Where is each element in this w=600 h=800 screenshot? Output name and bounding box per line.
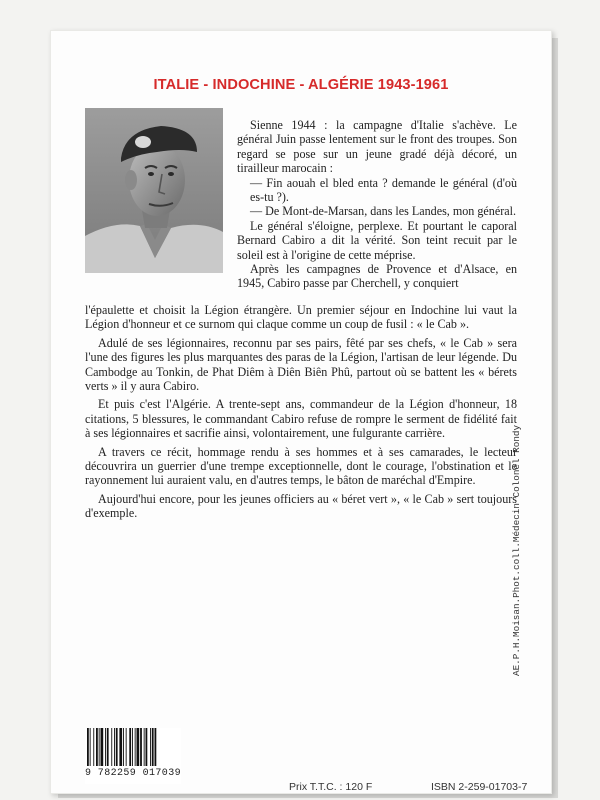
barcode-bar [126,728,127,766]
cover-title: ITALIE - INDOCHINE - ALGÉRIE 1943-1961 [153,77,449,93]
barcode-bar [119,728,122,766]
barcode-bar [129,728,131,766]
barcode-bar [123,728,124,766]
barcode-bar [116,728,118,766]
barcode-bar [150,728,151,766]
dialogue-line: — Fin aouah el bled enta ? demande le général (d'où es-tu ?). [250,175,517,205]
barcode-bar [152,728,154,766]
barcode-bar [146,728,148,766]
barcode-bar [144,728,145,766]
main-text-block [85,303,517,521]
barcode-bar [135,728,136,766]
barcode-bar [96,728,98,766]
barcode [85,728,181,784]
body-paragraph: A travers ce récit, hommage rendu à ses hommes et à ses camarades, le lecteur découvrira un guerrier d'une trempe exceptionnelle, dont le courage, l'obstination et le rayonnement lui auraient valu, en d'autres temps, le bâton de maréchal d'Empire. [85,444,517,488]
body-paragraph: Le général s'éloigne, perplexe. Et pourtant le caporal Bernard Cabiro a dit la vérité. Son teint recuit par le soleil est à l'origine de cette méprise. [237,218,517,262]
intro-paragraph: Sienne 1944 : la campagne d'Italie s'achève. Le général Juin passe lentement sur le front des troupes. Son regard se pose sur un jeune gradé déjà décoré, un tirailleur marocain : [237,118,517,176]
dialogue-block [237,176,517,219]
barcode-bar [155,728,157,766]
barcode-bar [99,728,100,766]
isbn-label: ISBN 2-259-01703-7 [431,781,528,793]
body-paragraph: Aujourd'hui encore, pour les jeunes officiers au « béret vert », « le Cab » sert toujours d'exemple. [85,491,517,521]
barcode-bar [107,728,109,766]
barcode-bars [85,728,181,768]
barcode-bar [87,728,89,766]
photo-credit: AE.P.H.Moisan.Phot.coll.Médecin Colonel Rondy [511,424,522,676]
body-paragraph: Après les campagnes de Provence et d'Alsace, en 1945, Cabiro passe par Cherchell, y conquiert [237,262,517,291]
barcode-bar [140,728,142,766]
barcode-bar [114,728,115,766]
body-paragraph: l'épaulette et choisit la Légion étrangère. Un premier séjour en Indochine lui vaut la Légion d'honneur et ce surnom qui claque comme un coup de fusil : « le Cab ». [85,303,517,332]
dialogue-line: — De Mont-de-Marsan, dans les Landes, mon général. [250,204,516,219]
portrait-illustration [85,108,223,273]
body-paragraph: Et puis c'est l'Algérie. A trente-sept ans, commandeur de la Légion d'honneur, 18 citations, 5 blessures, le commandant Cabiro refuse de rompre le serment de fidélité fait à ses légionnaires et sacrifie ainsi, volontairement, une fulgurante carrière. [85,397,517,441]
barcode-bar [93,728,94,766]
barcode-bar [111,728,112,766]
barcode-bar [90,728,91,766]
portrait-photo [85,108,223,273]
body-paragraph: Adulé de ses légionnaires, reconnu par ses pairs, fêté par ses chefs, « le Cab » sera l'une des figures les plus marquantes des paras de la Légion, l'artisan de leur légende. Du Cambodge au Tonkin, de Phat Diêm à Diên Biên Phû, partout où se battent les « bérets verts » il y aura Cabiro. [85,335,517,394]
barcode-bar [101,728,104,766]
price-label: Prix T.T.C. : 120 F [289,781,373,793]
barcode-bar [105,728,106,766]
intro-text-column [237,118,517,291]
barcode-bar [137,728,140,766]
book-back-cover [50,30,552,794]
barcode-bar [132,728,133,766]
barcode-number: 9 782259 017039 [85,768,182,779]
